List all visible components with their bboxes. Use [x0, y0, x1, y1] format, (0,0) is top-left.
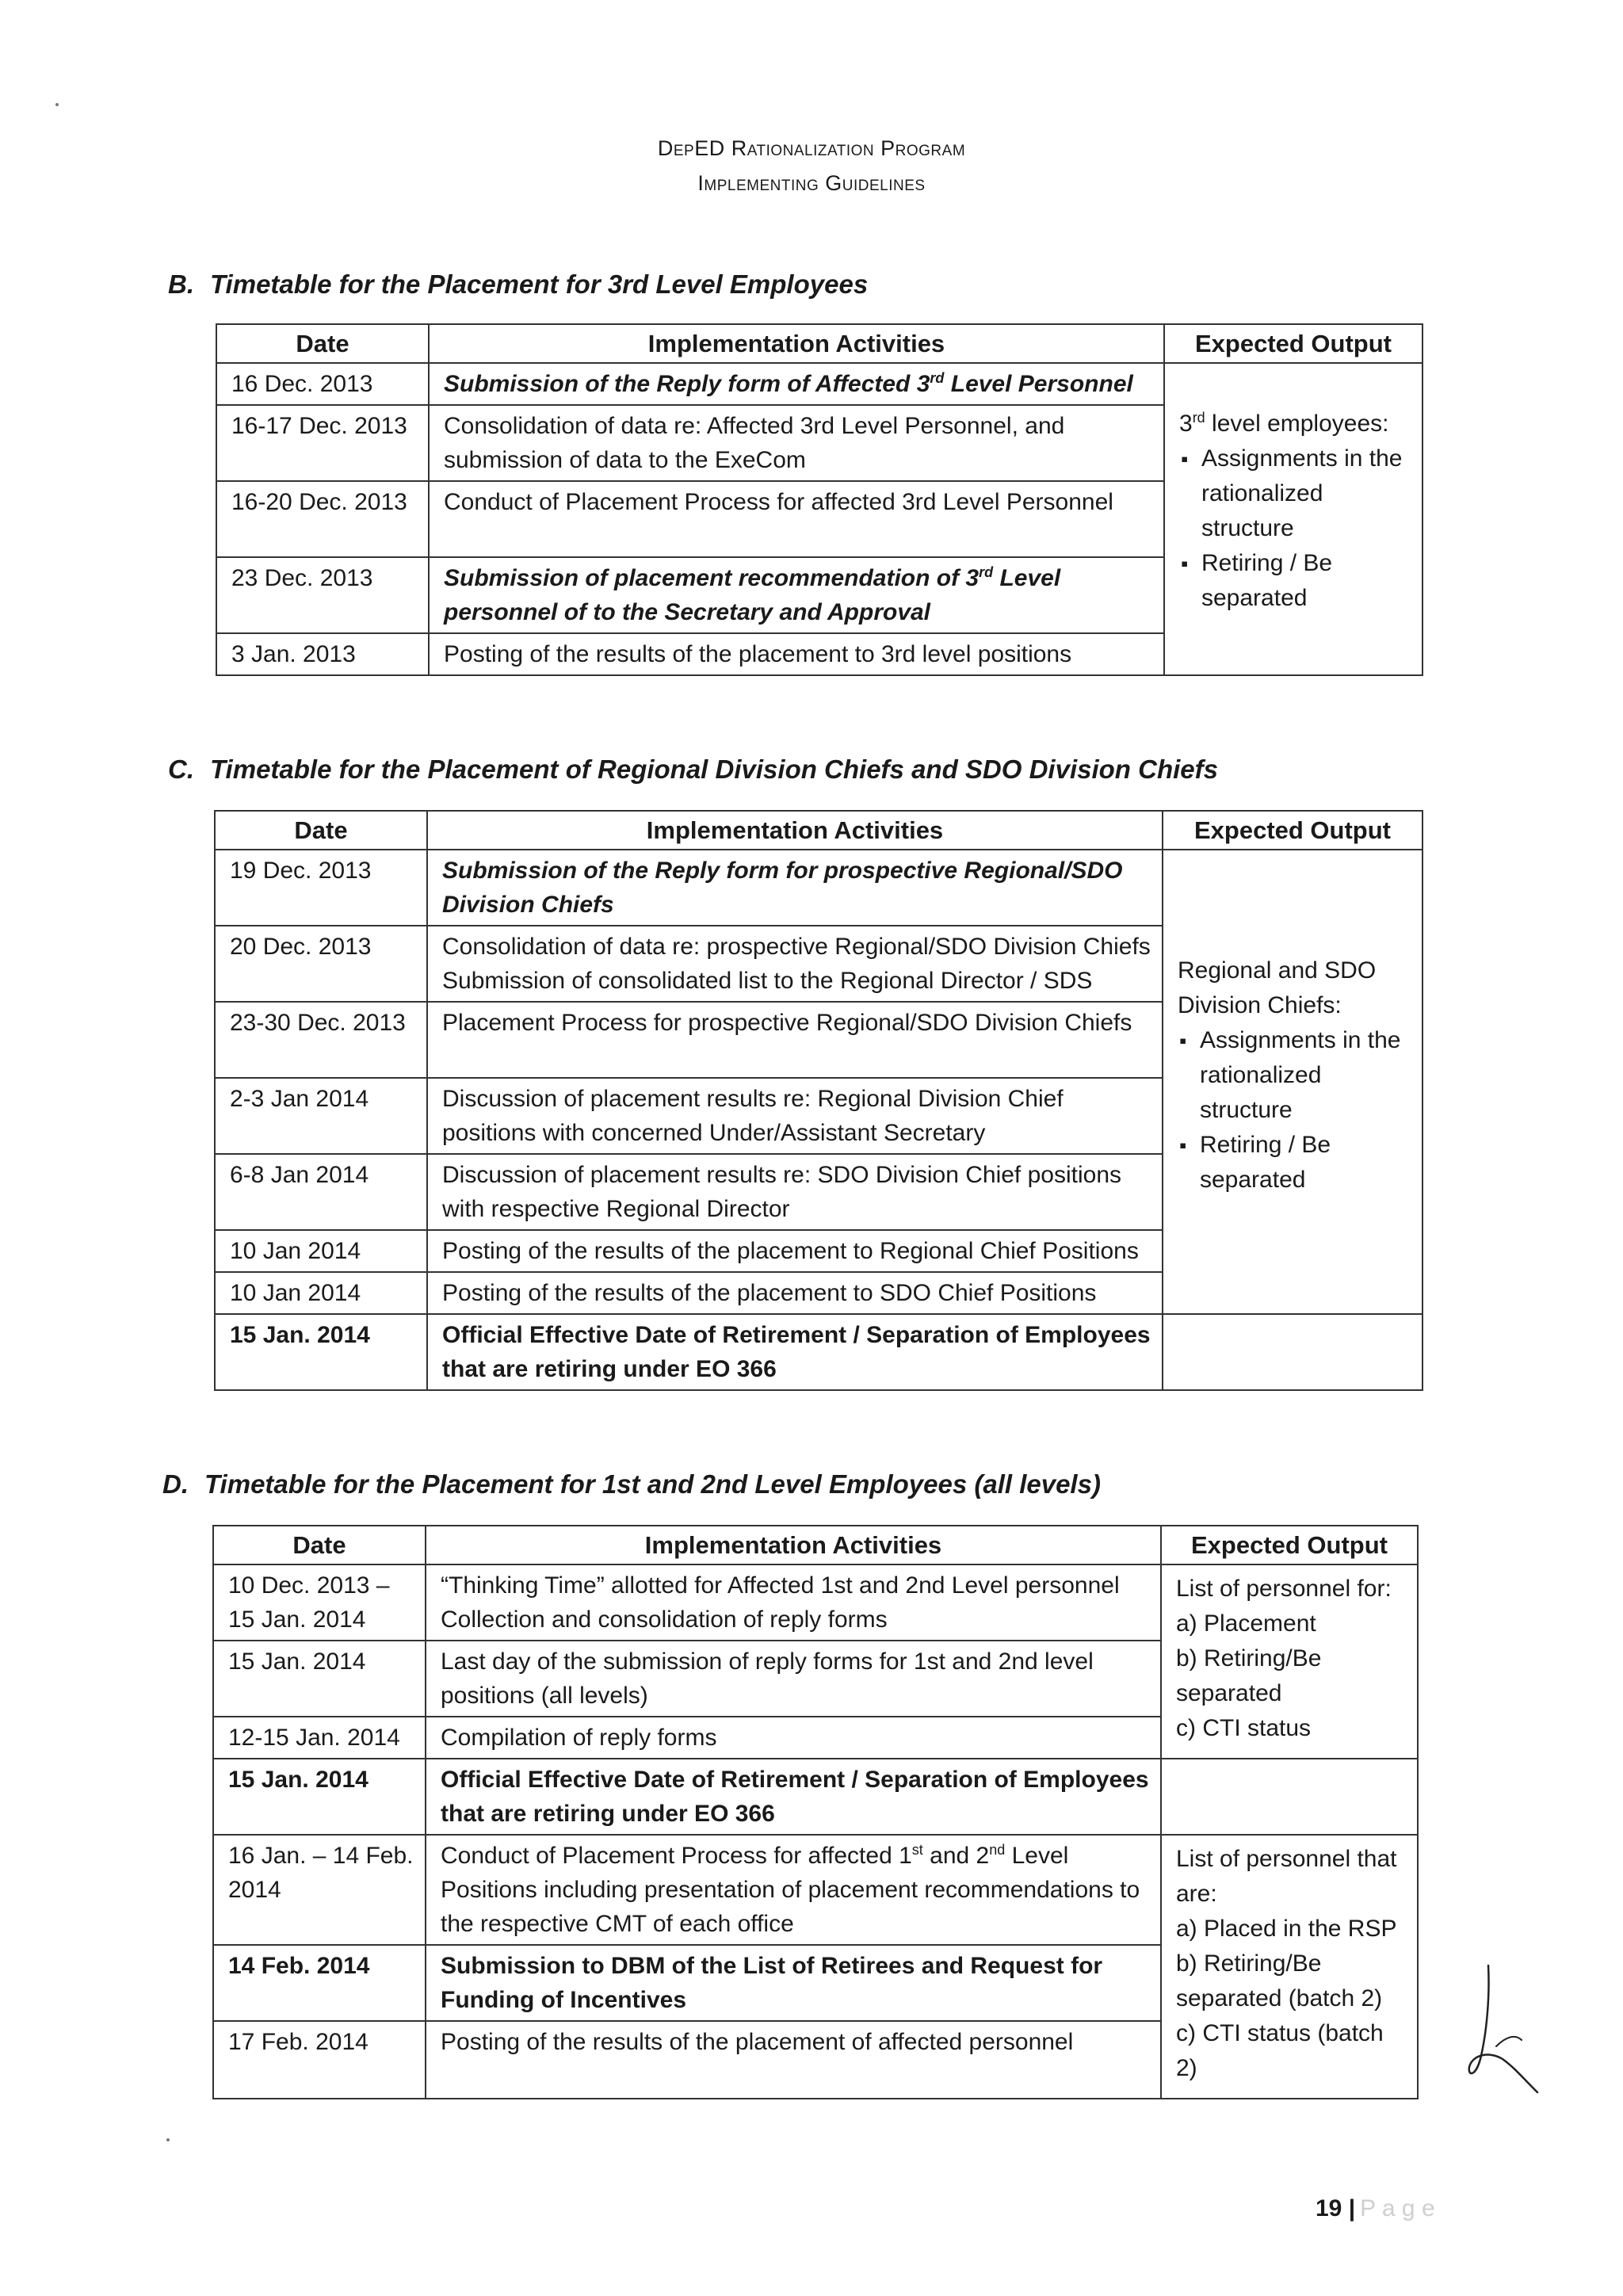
row-date: 19 Dec. 2013 — [215, 850, 427, 926]
table-header-row — [215, 811, 1423, 850]
handwritten-initials — [1458, 1958, 1545, 2100]
column-header-activities: Implementation Activities — [429, 324, 1164, 363]
row-activity: Last day of the submission of reply forms for 1st and 2nd level positions (all levels) — [426, 1641, 1161, 1717]
row-date: 23 Dec. 2013 — [216, 557, 429, 633]
document-header — [0, 131, 1623, 201]
column-header-date: Date — [216, 324, 429, 363]
output-item: a) Placement — [1176, 1610, 1316, 1637]
row-date: 16-20 Dec. 2013 — [216, 481, 429, 557]
row-activity: Posting of the results of the placement to 3rd level positions — [429, 633, 1164, 675]
row-date: 20 Dec. 2013 — [215, 926, 427, 1002]
row-date: 16 Jan. – 14 Feb. 2014 — [213, 1835, 426, 1945]
column-header-date: Date — [213, 1526, 426, 1564]
row-date: 3 Jan. 2013 — [216, 633, 429, 675]
section-d-letter: D. — [162, 1469, 189, 1499]
table-row — [213, 1564, 1418, 1641]
expected-output-cell — [1163, 850, 1423, 1314]
row-activity: Submission of the Reply form for prospective Regional/SDO Division Chiefs — [427, 850, 1163, 926]
row-date: 12-15 Jan. 2014 — [213, 1717, 426, 1759]
row-date: 10 Dec. 2013 – 15 Jan. 2014 — [213, 1564, 426, 1641]
row-activity: Posting of the results of the placement to SDO Chief Positions — [427, 1272, 1163, 1314]
output-list — [1178, 1023, 1411, 1198]
row-date: 15 Jan. 2014 — [213, 1759, 426, 1835]
row-activity: Conduct of Placement Process for affected 3rd Level Personnel — [429, 481, 1164, 557]
column-header-date: Date — [215, 811, 427, 850]
header-guidelines: Implementing Guidelines — [697, 171, 926, 195]
row-date: 6-8 Jan 2014 — [215, 1154, 427, 1230]
section-c-title — [168, 755, 1218, 785]
column-header-activities: Implementation Activities — [426, 1526, 1161, 1564]
table-header-row — [216, 324, 1423, 363]
row-date: 17 Feb. 2014 — [213, 2021, 426, 2099]
page-number-value: 19 | — [1316, 2195, 1356, 2222]
row-activity: Submission to DBM of the List of Retirees and Request for Funding of Incentives — [426, 1945, 1161, 2021]
section-b-letter: B. — [168, 269, 194, 299]
output-item: ▪ Assignments in the rationalized structure — [1178, 1023, 1411, 1128]
section-d-table — [212, 1525, 1419, 2099]
output-item: a) Placed in the RSP — [1176, 1916, 1397, 1942]
row-activity: Placement Process for prospective Regional/SDO Division Chiefs — [427, 1002, 1163, 1078]
section-c-letter: C. — [168, 755, 194, 784]
row-activity: Discussion of placement results re: Regional Division Chief positions with concerned Under/Assistant Secretary — [427, 1078, 1163, 1154]
row-date: 16-17 Dec. 2013 — [216, 405, 429, 481]
table-row — [213, 1759, 1418, 1835]
table-header-row — [213, 1526, 1418, 1564]
output-intro: Regional and SDO Division Chiefs: — [1178, 957, 1377, 1018]
table-row — [216, 363, 1423, 405]
output-intro: List of personnel for: — [1176, 1576, 1392, 1602]
row-date: 14 Feb. 2014 — [213, 1945, 426, 2021]
page-word: P a g e — [1360, 2195, 1435, 2222]
row-activity: Compilation of reply forms — [426, 1717, 1161, 1759]
section-b-title — [168, 269, 868, 300]
column-header-output: Expected Output — [1163, 811, 1423, 850]
output-intro: List of personnel that are: — [1176, 1846, 1397, 1907]
scan-speck — [166, 2138, 170, 2141]
output-item: b) Retiring/Be separated — [1176, 1645, 1322, 1706]
output-item: ▪ Retiring / Be separated — [1179, 546, 1411, 616]
expected-output-cell — [1164, 363, 1423, 675]
output-item: b) Retiring/Be separated (batch 2) — [1176, 1950, 1383, 2011]
section-d-title-text: Timetable for the Placement for 1st and 2nd Level Employees (all levels) — [204, 1469, 1101, 1499]
row-date: 15 Jan. 2014 — [215, 1314, 427, 1390]
column-header-output: Expected Output — [1164, 324, 1423, 363]
empty-output-cell — [1163, 1314, 1423, 1390]
section-b-title-text: Timetable for the Placement for 3rd Level Employees — [210, 269, 869, 299]
row-activity: Conduct of Placement Process for affected 1st and 2nd Level Positions including presentation of placement recommendations to the respective CMT of each office — [426, 1835, 1161, 1945]
row-date: 16 Dec. 2013 — [216, 363, 429, 405]
row-date: 23-30 Dec. 2013 — [215, 1002, 427, 1078]
column-header-activities: Implementation Activities — [427, 811, 1163, 850]
row-activity: Official Effective Date of Retirement / Separation of Employees that are retiring under EO 366 — [427, 1314, 1163, 1390]
scan-speck — [55, 103, 59, 106]
table-row — [213, 1835, 1418, 1945]
row-activity: Discussion of placement results re: SDO Division Chief positions with respective Regional Director — [427, 1154, 1163, 1230]
section-c-table — [214, 810, 1423, 1391]
row-activity: Submission of the Reply form of Affected 3rd Level Personnel — [429, 363, 1164, 405]
row-activity: Official Effective Date of Retirement / Separation of Employees that are retiring under EO 366 — [426, 1759, 1161, 1835]
table-row — [215, 1314, 1423, 1390]
section-d-title — [162, 1469, 1101, 1499]
row-activity: “Thinking Time” allotted for Affected 1st and 2nd Level personnel Collection and consolidation of reply forms — [426, 1564, 1161, 1641]
table-row — [215, 850, 1423, 926]
output-item: ▪ Retiring / Be separated — [1178, 1128, 1411, 1198]
output-intro: 3rd level employees: — [1179, 410, 1389, 437]
row-date: 15 Jan. 2014 — [213, 1641, 426, 1717]
empty-output-cell — [1161, 1759, 1418, 1835]
row-date: 2-3 Jan 2014 — [215, 1078, 427, 1154]
expected-output-cell — [1161, 1835, 1418, 2099]
section-b-table — [216, 323, 1423, 676]
expected-output-cell — [1161, 1564, 1418, 1759]
output-item: c) CTI status — [1176, 1715, 1312, 1741]
column-header-output: Expected Output — [1161, 1526, 1418, 1564]
row-activity: Consolidation of data re: Affected 3rd Level Personnel, and submission of data to the ExeCom — [429, 405, 1164, 481]
row-activity: Submission of placement recommendation of 3rd Level personnel of to the Secretary and Approval — [429, 557, 1164, 633]
header-program: DepED Rationalization Program — [657, 136, 966, 160]
row-activity: Posting of the results of the placement of affected personnel — [426, 2021, 1161, 2099]
output-list — [1179, 441, 1411, 616]
row-date: 10 Jan 2014 — [215, 1230, 427, 1272]
row-activity: Posting of the results of the placement to Regional Chief Positions — [427, 1230, 1163, 1272]
page-number — [1316, 2195, 1435, 2222]
output-item: c) CTI status (batch 2) — [1176, 2020, 1384, 2081]
section-c-title-text: Timetable for the Placement of Regional Division Chiefs and SDO Division Chiefs — [210, 755, 1218, 784]
row-date: 10 Jan 2014 — [215, 1272, 427, 1314]
output-item: ▪ Assignments in the rationalized structure — [1179, 441, 1411, 546]
row-activity: Consolidation of data re: prospective Regional/SDO Division Chiefs Submission of consolidated list to the Regional Director / SDS — [427, 926, 1163, 1002]
